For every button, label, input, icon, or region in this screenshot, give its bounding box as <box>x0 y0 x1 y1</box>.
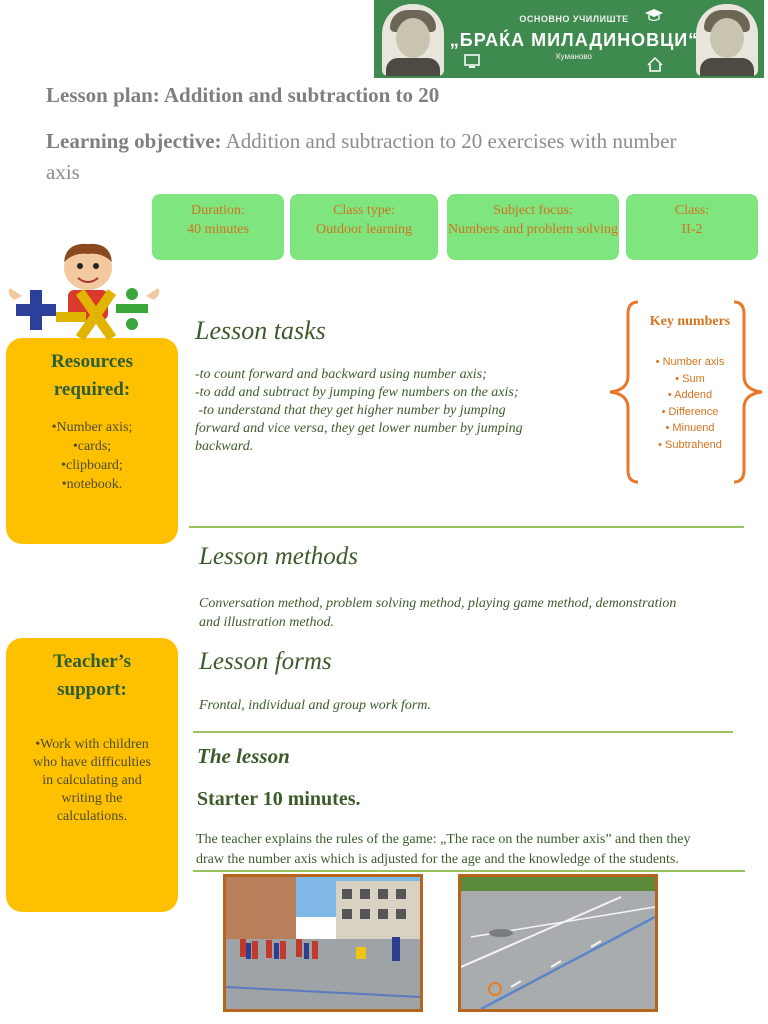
list-item: • Sum <box>675 372 705 385</box>
task-line: -to count forward and backward using number axis; <box>195 367 487 382</box>
teacher-support-heading-1: Teacher’s <box>52 651 132 672</box>
support-line: who have difficulties <box>33 755 151 770</box>
resources-list <box>6 418 178 494</box>
list-item: • Addend <box>667 389 713 402</box>
cartoon-kid-math-symbols-image <box>6 242 162 340</box>
support-line: •Work with children <box>35 737 149 752</box>
class-label: Class: <box>674 203 710 218</box>
computer-icon <box>464 54 484 70</box>
divider <box>193 731 733 733</box>
list-item: •clipboard; <box>61 458 123 473</box>
lesson-methods-heading: Lesson methods <box>199 543 359 570</box>
list-item: • Subtrahend <box>658 438 722 451</box>
divider <box>189 526 744 528</box>
task-line: forward and vice versa, they get lower number by jumping <box>195 421 523 436</box>
page-title: Lesson plan: Addition and subtraction to 20 <box>46 83 440 107</box>
task-line: -to understand that they get higher number by jumping <box>195 403 506 418</box>
class-value: II-2 <box>681 222 703 237</box>
list-item: •Number axis; <box>51 420 133 435</box>
task-line: backward. <box>195 439 254 454</box>
lesson-line: The teacher explains the rules of the game: „The race on the number axis” and then they <box>196 832 691 847</box>
duration-value: 40 minutes <box>187 222 249 237</box>
subject-focus-label: Subject focus: <box>493 203 573 218</box>
task-line: -to add and subtract by jumping few numbers on the axis; <box>195 385 519 400</box>
starter-heading: Starter 10 minutes. <box>197 788 361 810</box>
banner-subtitle: ОСНОВНО УЧИЛИШТЕ <box>519 14 629 24</box>
class-type-box <box>290 194 438 260</box>
lesson-description <box>196 830 756 870</box>
banner-school-name: „БРАЌА МИЛАДИНОВЦИ“ <box>449 30 699 50</box>
support-line: in calculating and <box>42 773 142 788</box>
list-item: • Difference <box>661 405 719 418</box>
teacher-support-box <box>6 638 178 912</box>
teacher-support-heading-2: support: <box>57 679 127 700</box>
class-box <box>626 194 758 260</box>
lesson-tasks-text <box>195 366 615 456</box>
schoolyard-photo-1 <box>223 874 423 1012</box>
subject-focus-box <box>447 194 619 260</box>
graduation-cap-icon <box>644 8 664 22</box>
lesson-methods-text <box>199 594 739 632</box>
duration-label: Duration: <box>191 203 245 218</box>
resources-heading-1: Resources <box>51 351 133 372</box>
lesson-forms-text: Frontal, individual and group work form. <box>199 698 431 713</box>
resources-heading-2: required: <box>53 379 131 400</box>
class-type-label: Class type: <box>333 203 395 218</box>
methods-line: Conversation method, problem solving method, playing game method, demonstration <box>199 596 677 611</box>
subject-focus-value: Numbers and problem solving <box>448 222 618 237</box>
class-type-value: Outdoor learning <box>315 222 413 237</box>
number-axis-photo-2 <box>458 874 658 1012</box>
portrait-right-image <box>696 4 758 76</box>
methods-line: and illustration method. <box>199 615 334 630</box>
house-icon <box>646 56 664 72</box>
list-item: • Minuend <box>665 422 715 435</box>
lesson-line: draw the number axis which is adjusted for the age and the knowledge of the students. <box>196 852 679 867</box>
lesson-tasks-heading: Lesson tasks <box>195 316 326 345</box>
objective-text: Addition and subtraction to 20 exercises with number axis <box>46 129 677 184</box>
lesson-forms-heading: Lesson forms <box>199 648 332 675</box>
the-lesson-heading: The lesson <box>197 744 290 768</box>
support-line: writing the <box>61 791 123 806</box>
school-banner <box>374 0 764 78</box>
divider <box>193 870 745 872</box>
objective-label: Learning objective: <box>46 129 222 153</box>
portrait-left-image <box>382 4 444 76</box>
list-item: •notebook. <box>61 477 123 492</box>
key-numbers-list <box>640 354 740 454</box>
support-line: calculations. <box>56 809 128 824</box>
list-item: • Number axis <box>655 356 725 368</box>
list-item: •cards; <box>72 439 112 454</box>
teacher-support-text <box>6 736 178 826</box>
duration-box <box>152 194 284 260</box>
banner-city: Куманово <box>556 52 592 61</box>
key-numbers-title: Key numbers <box>649 314 731 329</box>
learning-objective <box>46 126 686 188</box>
resources-box <box>6 338 178 544</box>
